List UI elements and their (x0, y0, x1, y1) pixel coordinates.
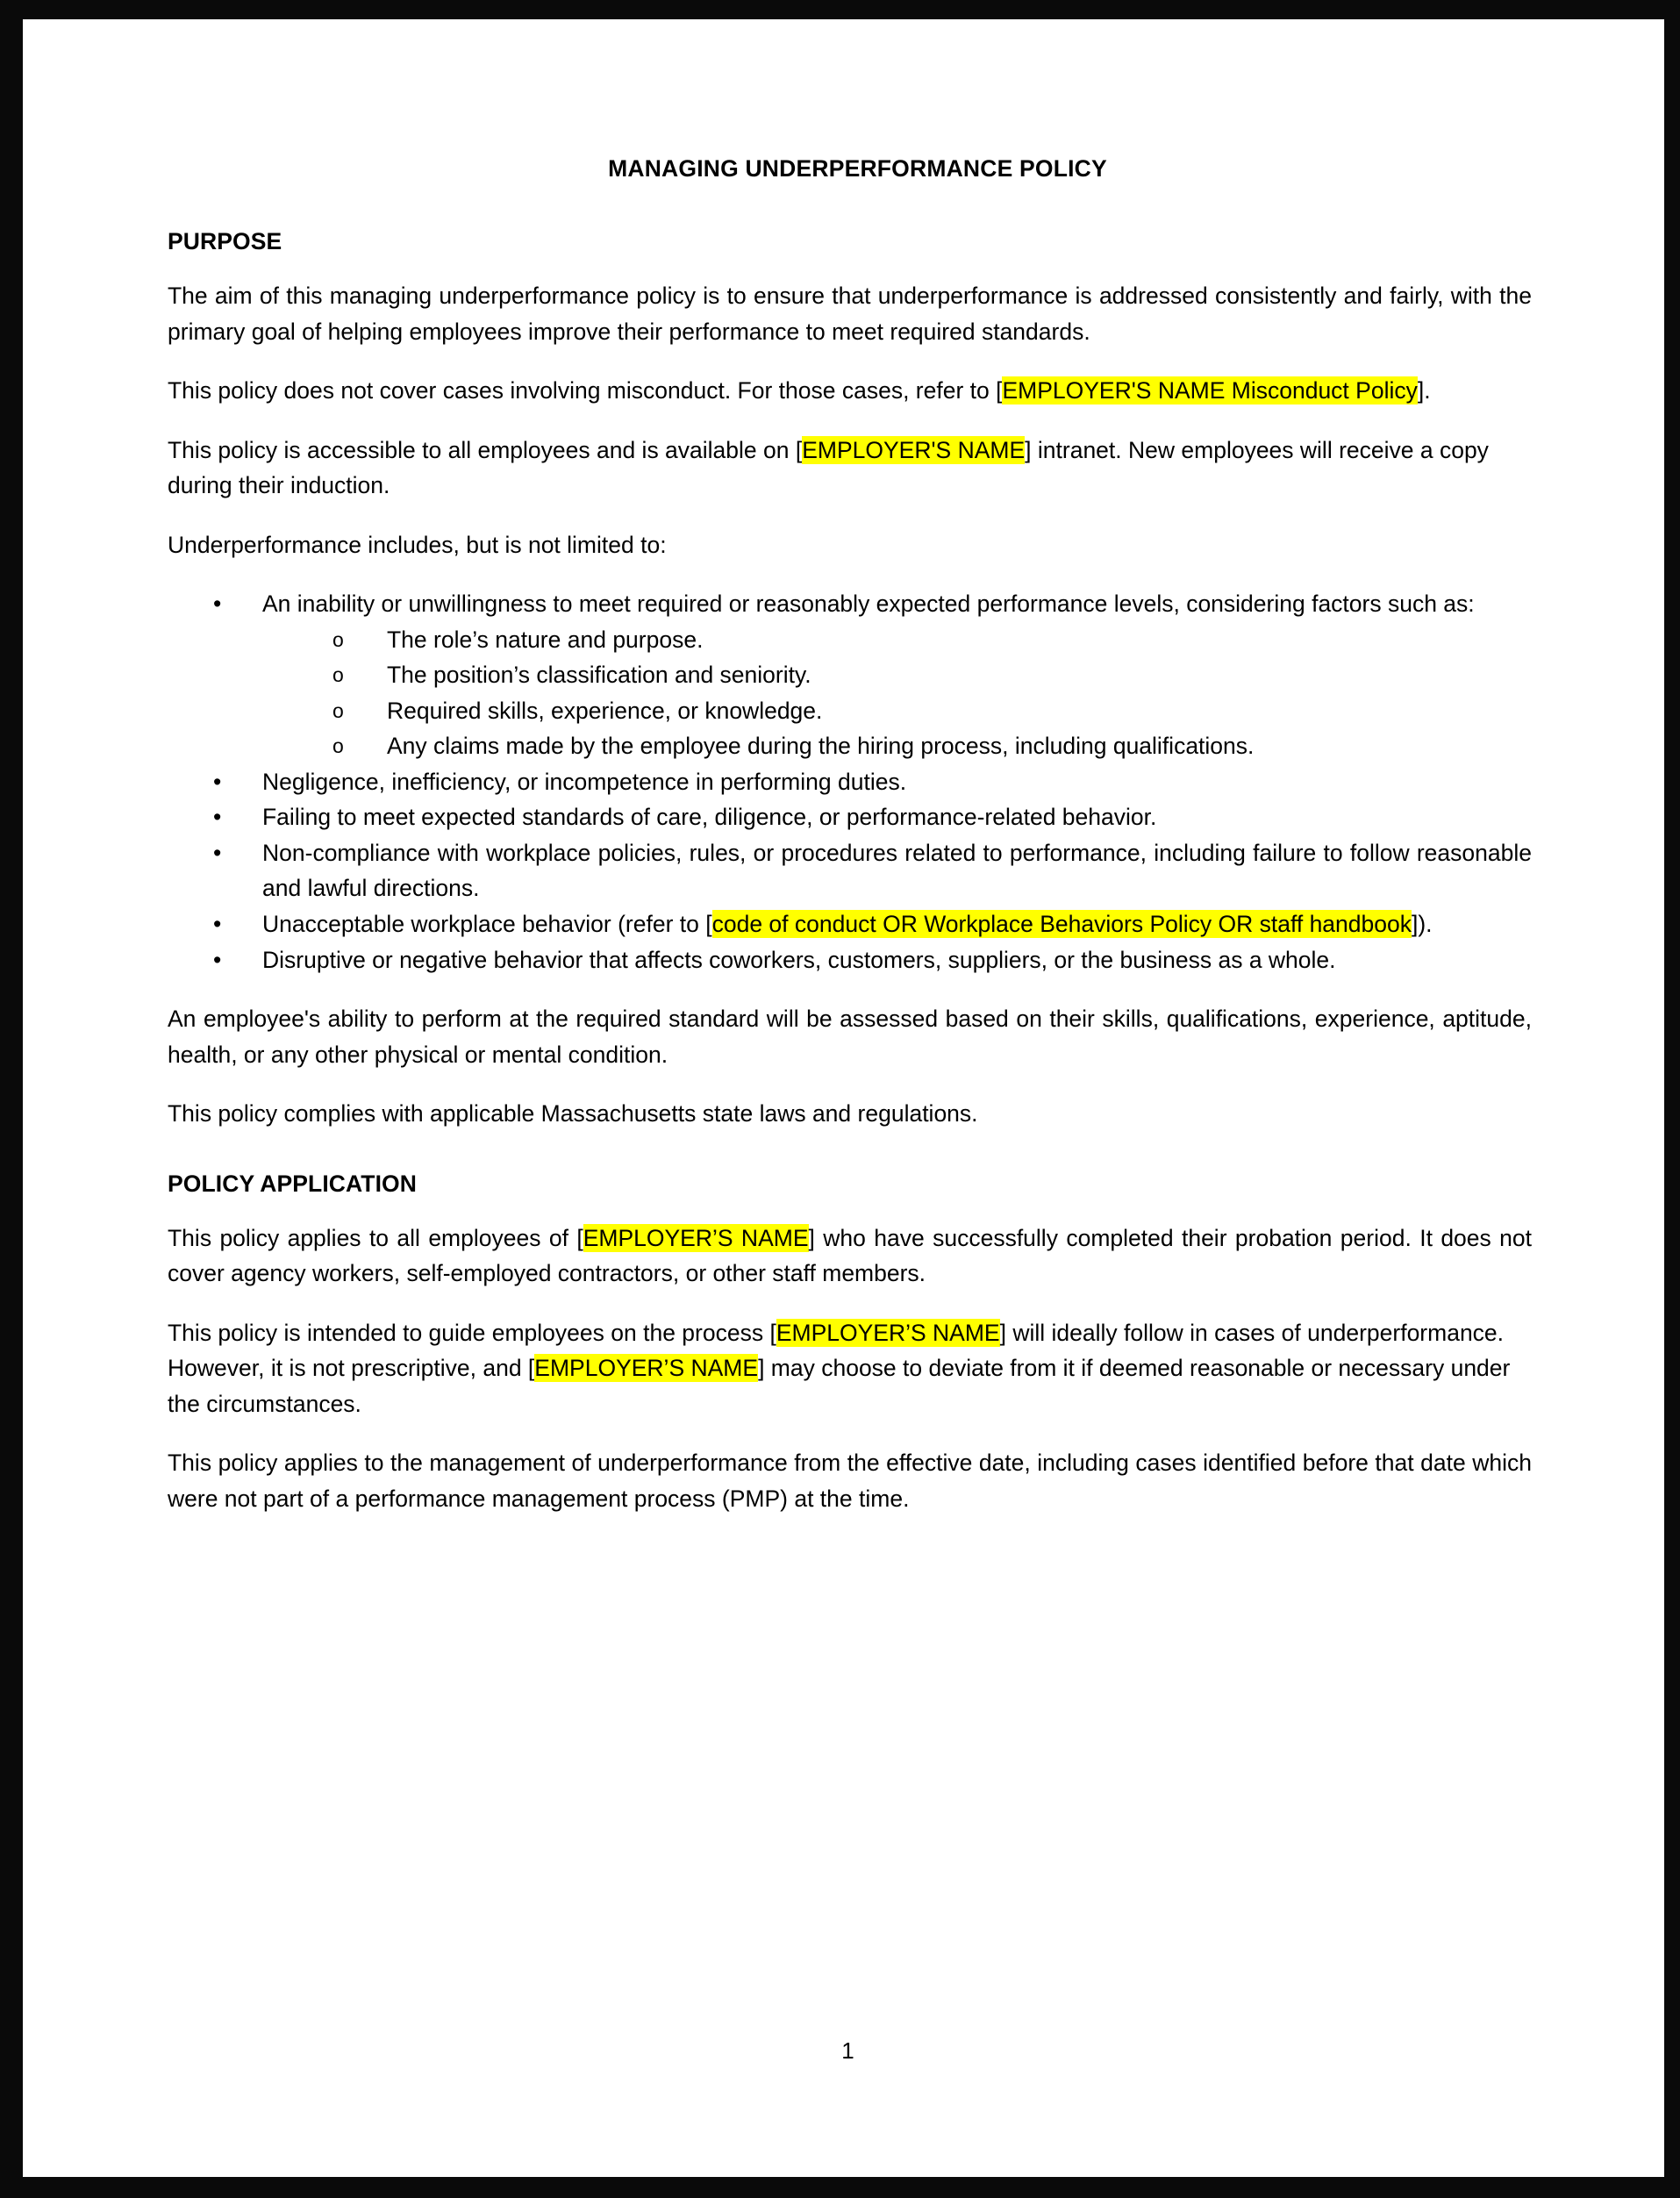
list-item-text: Any claims made by the employee during the hiring process, including qualifications. (387, 733, 1255, 760)
purpose-paragraph-6 (168, 1096, 1532, 1132)
list-item (262, 728, 1532, 764)
bullet-dot-icon: • (213, 910, 222, 937)
page-title: MANAGING UNDERPERFORMANCE POLICY (608, 155, 1107, 182)
purpose-paragraph-2 (168, 373, 1532, 409)
bullet-circle-icon: o (332, 627, 344, 651)
list-item (168, 835, 1532, 906)
placeholder-employer-misconduct-policy: EMPLOYER'S NAME Misconduct Policy (1002, 377, 1418, 405)
policy-application-paragraph-1 (168, 1221, 1532, 1292)
list-item (262, 657, 1532, 693)
purpose-p3-before: This policy is accessible to all employees and is available on [ (168, 436, 803, 463)
purpose-p2-after: ]. (1417, 377, 1431, 405)
bullet-circle-icon: o (332, 663, 344, 687)
list-item (262, 693, 1532, 729)
page-sheet (23, 19, 1664, 2177)
purpose-paragraph-6-text: This policy complies with applicable Massachusetts state laws and regulations. (168, 1100, 978, 1128)
list-item (168, 586, 1532, 764)
bullet-dot-icon: • (213, 768, 222, 795)
purpose-paragraph-1 (168, 278, 1532, 349)
list-item-text: Failing to meet expected standards of care, diligence, or performance-related behavior. (262, 804, 1157, 831)
purpose-paragraph-1-text: The aim of this managing underperformance policy is to ensure that underperformance is addressed consistently and fairly, with the primary goal of helping employees improve their performance to meet required standards. (168, 283, 1532, 345)
pa-p2-after: ] may choose to deviate from it if deemed reasonable or necessary under the circumstances. (168, 1355, 1511, 1417)
placeholder-employer-name-1: EMPLOYER’S NAME (583, 1224, 809, 1251)
list-item-text: The role’s nature and purpose. (387, 626, 704, 653)
list-item (168, 799, 1532, 835)
pa-p1-before: This policy applies to all employees of [ (168, 1224, 583, 1251)
bullet-circle-icon: o (332, 698, 344, 722)
underperformance-sublist (262, 622, 1532, 764)
placeholder-code-of-conduct: code of conduct OR Workplace Behaviors Policy OR staff handbook (711, 910, 1412, 937)
purpose-paragraph-4 (168, 527, 1532, 563)
list-item-text: An inability or unwillingness to meet required or reasonably expected performance levels, considering factors such as: (262, 591, 1475, 618)
pa-p2-before: This policy is intended to guide employees on the process [ (168, 1319, 776, 1346)
underperformance-list (168, 586, 1532, 977)
list-item (262, 622, 1532, 658)
list-item-text: Required skills, experience, or knowledge. (387, 697, 823, 724)
placeholder-employer-name-2: EMPLOYER’S NAME (776, 1319, 1000, 1346)
placeholder-employer-name-3: EMPLOYER’S NAME (534, 1355, 759, 1382)
section-heading-policy-application: POLICY APPLICATION (168, 1170, 417, 1197)
purpose-paragraph-3 (168, 433, 1532, 504)
purpose-paragraph-5-text: An employee's ability to perform at the required standard will be assessed based on their skills, qualifications, experience, aptitude, health, or any other physical or mental condition. (168, 1006, 1532, 1068)
list-item-after: ]). (1412, 910, 1433, 937)
list-item-text: Disruptive or negative behavior that affects coworkers, customers, suppliers, or the business as a whole. (262, 946, 1336, 973)
bullet-dot-icon: • (213, 946, 222, 973)
policy-application-paragraph-2 (168, 1315, 1532, 1422)
list-item (168, 764, 1532, 800)
pa-p2-mid: ] will ideally follow in cases of underperformance. However, it is not prescriptive, and [ (168, 1319, 1505, 1382)
purpose-paragraph-4-text: Underperformance includes, but is not limited to: (168, 531, 667, 558)
list-item-text: Non-compliance with workplace policies, rules, or procedures related to performance, including failure to follow reasonable and lawful directions. (262, 839, 1532, 902)
bullet-dot-icon: • (213, 804, 222, 831)
list-item-text: The position’s classification and seniority. (387, 662, 811, 689)
bullet-circle-icon: o (332, 734, 344, 758)
list-item (168, 942, 1532, 978)
purpose-p2-before: This policy does not cover cases involving misconduct. For those cases, refer to [ (168, 377, 1003, 405)
bullet-dot-icon: • (213, 839, 222, 866)
placeholder-employer-name-intranet: EMPLOYER'S NAME (802, 436, 1026, 463)
policy-application-paragraph-3 (168, 1445, 1532, 1516)
purpose-paragraph-5 (168, 1001, 1532, 1072)
bullet-dot-icon: • (213, 591, 222, 618)
list-item-before: Unacceptable workplace behavior (refer to [ (262, 910, 712, 937)
list-item (168, 906, 1532, 942)
page-number: 1 (841, 2037, 854, 2064)
list-item-text: Negligence, inefficiency, or incompetence in performing duties. (262, 768, 907, 795)
pa-p1-after: ] who have successfully completed their probation period. It does not cover agency workers, self-employed contractors, or other staff members. (168, 1224, 1532, 1287)
section-heading-purpose: PURPOSE (168, 228, 282, 254)
document-body (168, 155, 1532, 1540)
pa-p3-text: This policy applies to the management of underperformance from the effective date, including cases identified before that date which were not part of a performance management process (PMP) at the time. (168, 1450, 1532, 1512)
purpose-p3-after: ] intranet. New employees will receive a copy during their induction. (168, 436, 1489, 499)
